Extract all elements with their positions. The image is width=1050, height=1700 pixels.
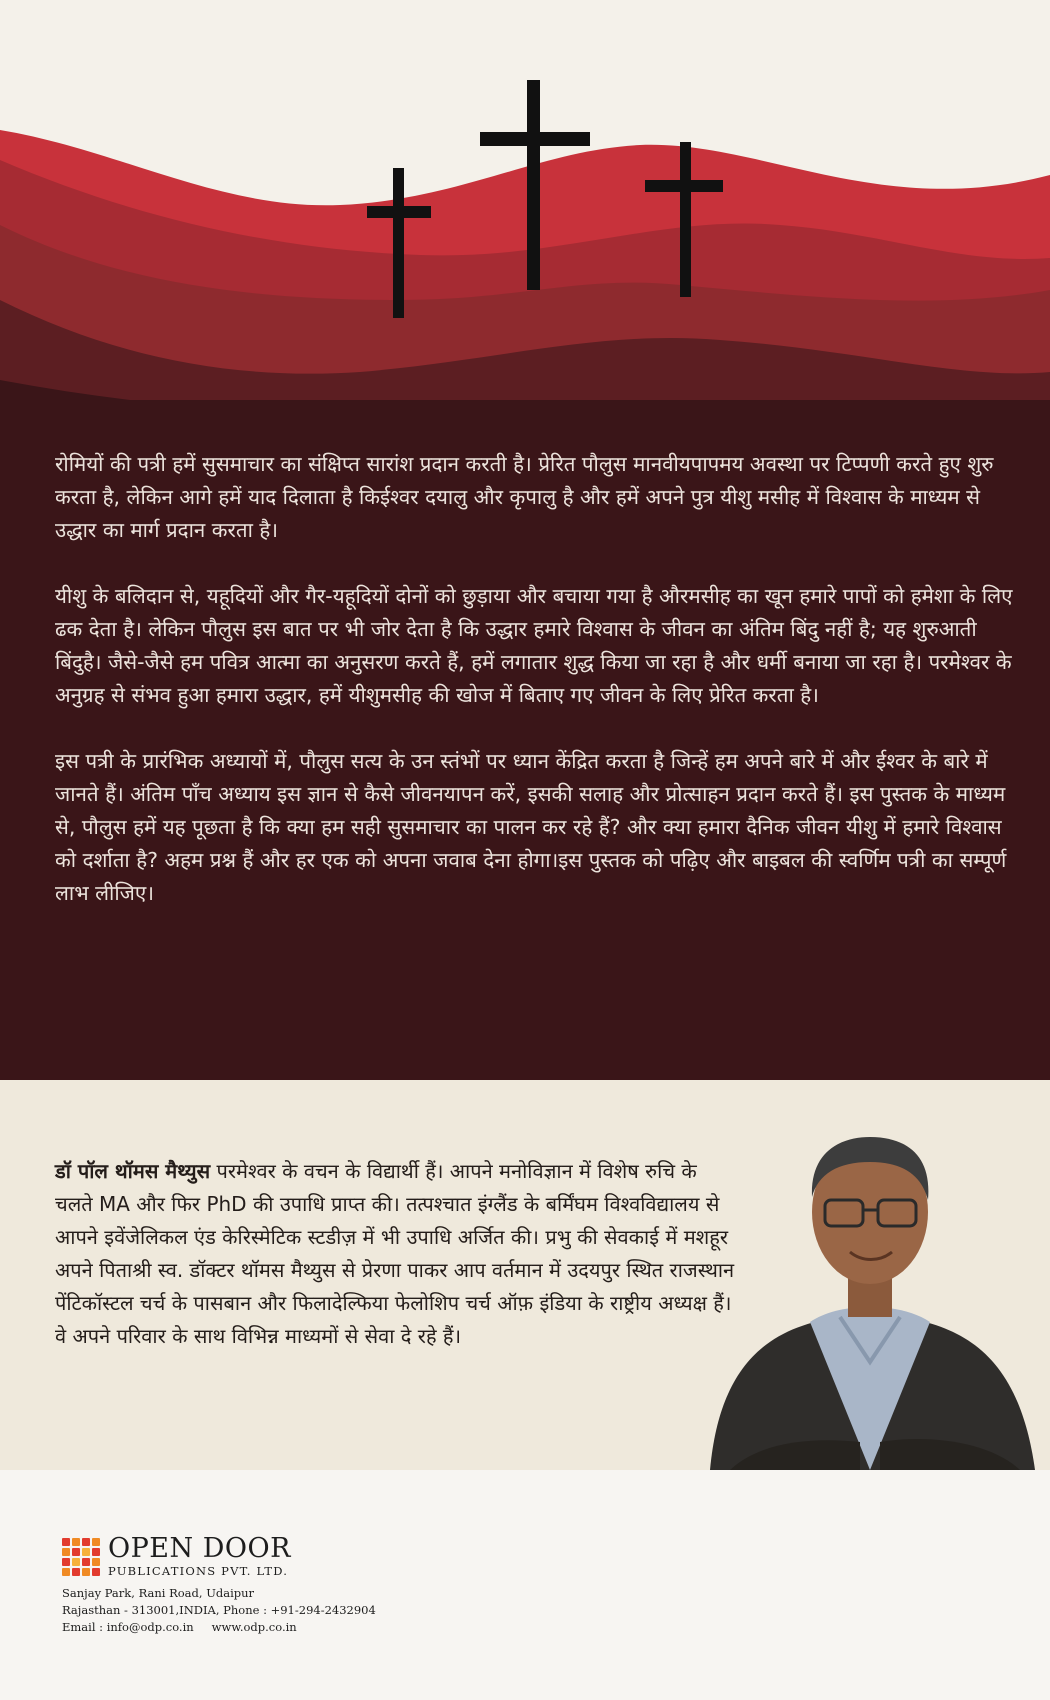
author-portrait [690, 1112, 1050, 1470]
book-blurb [55, 448, 1015, 943]
blurb-paragraph-1: रोमियों की पत्री हमें सुसमाचार का संक्षिप्त सारांश प्रदान करती है। प्रेरित पौलुस मानवीयपापमय अवस्था पर टिप्पणी करते हुए शुरु करता है, लेकिन आगे हमें याद दिलाता है किईश्वर दयालु और कृपालु है और हमें अपने पुत्र यीशु मसीह में विश्वास के माध्यम से उद्धार का मार्ग प्रदान करता है। [55, 452, 994, 542]
author-name: डॉ पॉल थॉमस मैथ्युस [55, 1159, 211, 1183]
publisher-name: OPEN DOOR [108, 1533, 291, 1564]
publisher-email: Email : info@odp.co.in [62, 1620, 194, 1634]
blurb-paragraph-2: यीशु के बलिदान से, यहूदियों और गैर-यहूदियों दोनों को छुड़ाया और बचाया गया है औरमसीह का खून हमारे पापों को हमेशा के लिए ढक देता है। लेकिन पौलुस इस बात पर भी जोर देता है कि उद्धार हमारे विश्वास के जीवन का अंतिम बिंदु नहीं है; यह शुरुआती बिंदुहै। जैसे-जैसे हम पवित्र आत्मा का अनुसरण करते हैं, हमें लगातार शुद्ध किया जा रहा है और धर्मी बनाया जा रहा है। परमेश्वर के अनुग्रह से संभव हुआ हमारा उद्धार, हमें यीशुमसीह की खोज में बिताए गए जीवन के लिए प्रेरित करता है। [55, 584, 1013, 707]
address-line-2: Rajasthan - 313001,INDIA, Phone : +91-294-2432904 [62, 1603, 376, 1617]
author-bio [55, 1155, 735, 1353]
publisher-website: www.odp.co.in [211, 1620, 297, 1634]
publisher-subtitle: PUBLICATIONS PVT. LTD. [108, 1564, 289, 1578]
address-line-1: Sanjay Park, Rani Road, Udaipur [62, 1586, 255, 1600]
blurb-paragraph-3: इस पत्री के प्रारंभिक अध्यायों में, पौलुस सत्य के उन स्तंभों पर ध्यान केंद्रित करता है जिन्हें हम अपने बारे में और ईश्वर के बारे में जानते हैं। अंतिम पाँच अध्याय इस ज्ञान से कैसे जीवनयापन करें, इसकी सलाह और प्रोत्साहन प्रदान करते हैं। इस पुस्तक के माध्यम से, पौलुस हमें यह पूछता है कि क्या हम सही सुसमाचार का पालन कर रहे हैं? और क्या हमारा दैनिक जीवन यीशु में हमारे विश्वास को दर्शाता है? अहम प्रश्न हैं और हर एक को अपना जवाब देना होगा।इस पुस्तक को पढ़िए और बाइबल की स्वर्णिम पत्री का सम्पूर्ण लाभ लीजिए। [55, 749, 1007, 905]
publisher-logo [62, 1535, 291, 1578]
publisher-address [62, 1585, 376, 1636]
logo-grid-icon [62, 1538, 100, 1576]
author-bio-text: परमेश्वर के वचन के विद्यार्थी हैं। आपने मनोविज्ञान में विशेष रुचि के चलते MA और फिर PhD की उपाधि प्राप्त की। तत्पश्चात इंग्लैंड के बर्मिंघम विश्वविद्यालय से आपने इवेंजेलिकल एंड केरिस्मेटिक स्टडीज़ में भी उपाधि अर्जित की। प्रभु की सेवकाई में मशहूर अपने पिताश्री स्व. डॉक्टर थॉमस मैथ्युस से प्रेरणा पाकर आप वर्तमान में उदयपुर स्थित राजस्थान पेंटिकॉस्टल चर्च के पासबान और फिलादेल्फिया फेलोशिप चर्च ऑफ़ इंडिया के राष्ट्रीय अध्यक्ष हैं। वे अपने परिवार के साथ विभिन्न माध्यमों से सेवा दे रहे हैं। [55, 1159, 735, 1348]
